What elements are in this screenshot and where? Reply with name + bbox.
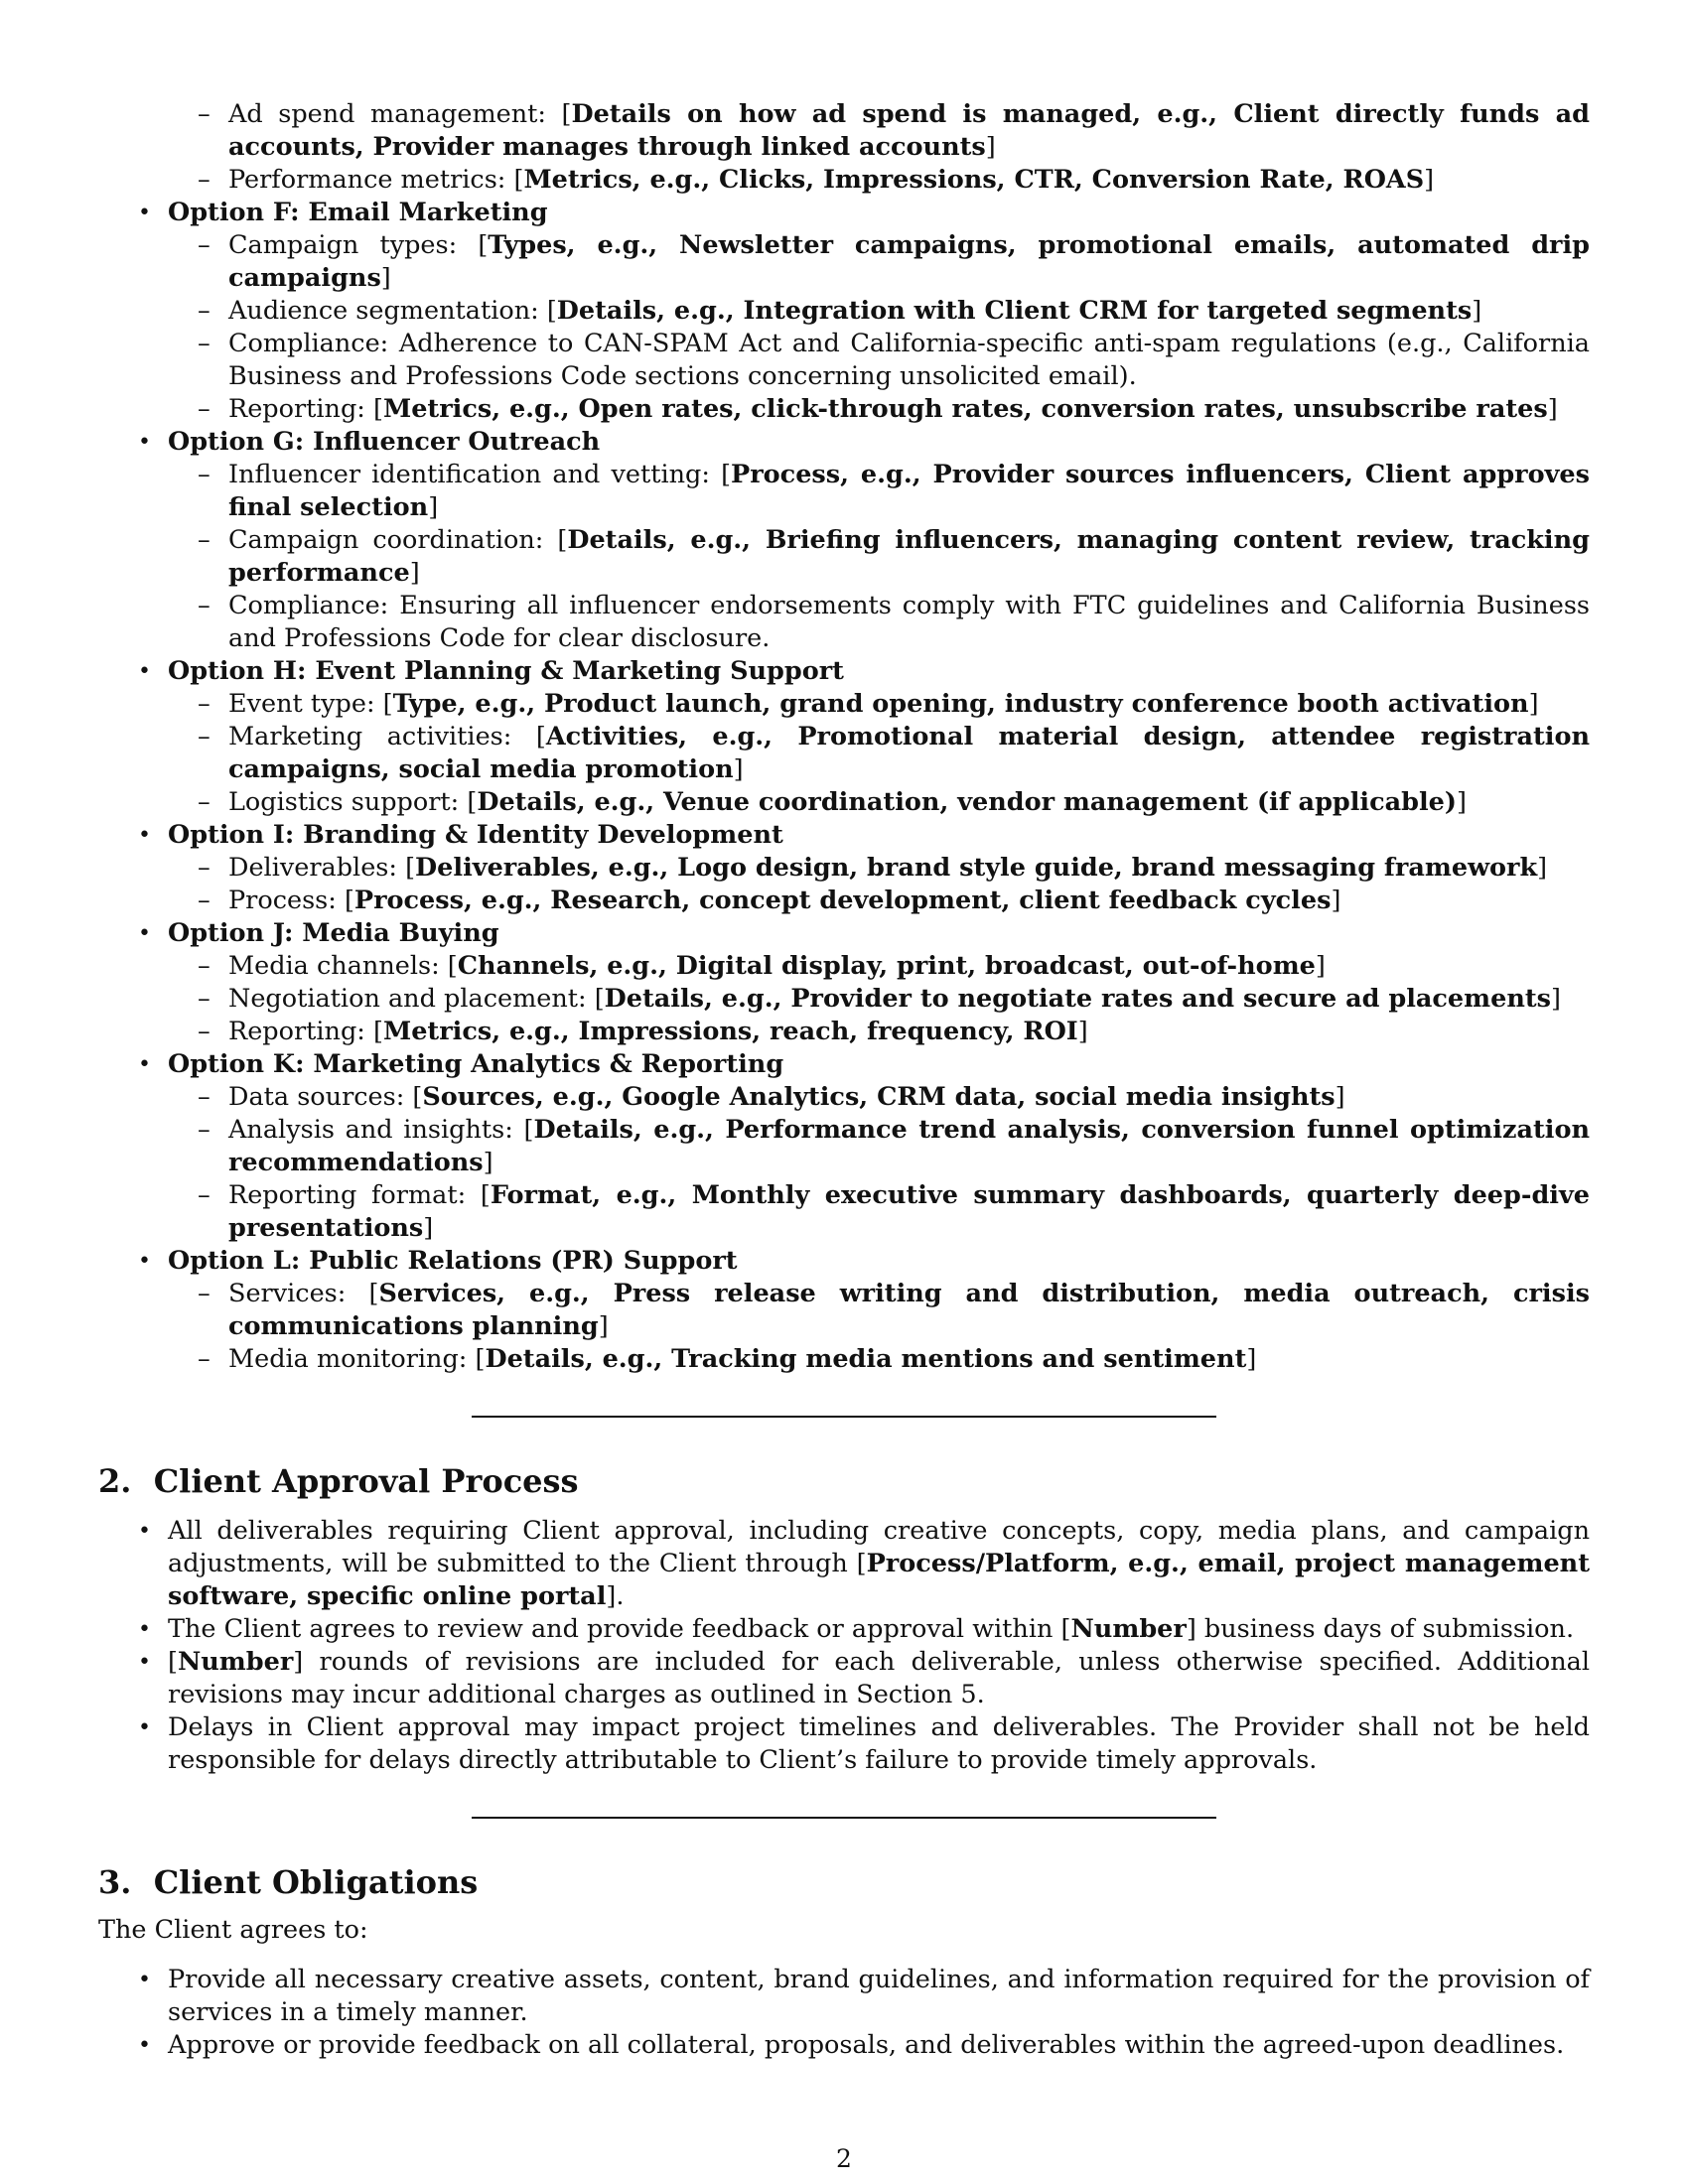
item-label: Campaign types: (228, 230, 479, 260)
option-sub-list (98, 1081, 1590, 1245)
placeholder-text: Process, e.g., Research, concept development, client feedback cycles (353, 886, 1332, 915)
placeholder-text: Deliverables, e.g., Logo design, brand style guide, brand messaging framework (415, 853, 1538, 883)
sub-list-item: – Logistics support: [Details, e.g., Venue coordination, vendor management (if applicable)] (168, 786, 1590, 819)
placeholder-text: Metrics, e.g., Clicks, Impressions, CTR, Conversion Rate, ROAS (523, 165, 1425, 195)
sub-list-item: – Campaign coordination: [Details, e.g., Briefing influencers, managing content review, tracking performance] (168, 524, 1590, 590)
placeholder-text: Details, e.g., Venue coordination, vendor management (if applicable) (477, 787, 1457, 817)
placeholder-text: Metrics, e.g., Open rates, click-through rates, conversion rates, unsubscribe rates (382, 394, 1548, 424)
placeholder-text: Sources, e.g., Google Analytics, CRM data, social media insights (422, 1082, 1336, 1112)
list-item: • [Number] rounds of revisions are included for each deliverable, unless otherwise specified. Additional revisions may incur additional charges as outlined in Section 5. (98, 1646, 1590, 1711)
sub-list-item: – Influencer identification and vetting: [Process, e.g., Provider sources influencers, Client approves final selection] (168, 459, 1590, 524)
sub-list-item: – Audience segmentation: [Details, e.g., Integration with Client CRM for targeted segments] (168, 295, 1590, 328)
item-label: Deliverables: (228, 853, 406, 883)
option-sub-list (98, 688, 1590, 819)
item-label: Logistics support: (228, 787, 468, 817)
section-3-heading: 3. Client Obligations (98, 1863, 479, 1901)
option-sub-list (98, 459, 1590, 655)
page-number: 2 (836, 2144, 852, 2173)
sub-list-item: – Marketing activities: [Activities, e.g., Promotional material design, attendee registration campaigns, social media promotion] (168, 721, 1590, 786)
placeholder-text: Process, e.g., Provider sources influencers, Client approves final selection (228, 460, 1590, 522)
option-item (98, 426, 1590, 655)
option-item (98, 1245, 1590, 1376)
placeholder-text: Details, e.g., Performance trend analysis, conversion funnel optimization recommendations (228, 1115, 1590, 1177)
placeholder-text: Activities, e.g., Promotional material design, attendee registration campaigns, social media promotion (228, 722, 1590, 784)
option-item (98, 819, 1590, 917)
sub-list-item: – Media channels: [Channels, e.g., Digital display, print, broadcast, out-of-home] (168, 950, 1590, 983)
placeholder-text: Details, e.g., Tracking media mentions and sentiment (485, 1344, 1247, 1374)
sub-list-item: – Event type: [Type, e.g., Product launch, grand opening, industry conference booth activation] (168, 688, 1590, 721)
item-label: Reporting format: (228, 1180, 481, 1210)
option-item (98, 655, 1590, 819)
item-label: Reporting: (228, 1017, 374, 1046)
placeholder-text: Types, e.g., Newsletter campaigns, promotional emails, automated drip campaigns (228, 230, 1590, 293)
item-label: Media monitoring: (228, 1344, 476, 1374)
services-options-list (98, 98, 1590, 197)
placeholder-text: Details on how ad spend is managed, e.g., Client directly funds ad accounts, Provider manages through linked accounts (228, 99, 1590, 162)
placeholder-text: Details, e.g., Briefing influencers, managing content review, tracking performance (228, 525, 1590, 588)
sub-list-item: – Negotiation and placement: [Details, e.g., Provider to negotiate rates and secure ad placements] (168, 983, 1590, 1016)
option-sub-list (98, 1278, 1590, 1376)
list-item: • The Client agrees to review and provide feedback or approval within [Number] business days of submission. (98, 1613, 1590, 1646)
list-item: • Provide all necessary creative assets, content, brand guidelines, and information required for the provision of services in a timely manner. (98, 1964, 1590, 2029)
sub-list-item (168, 328, 1590, 393)
item-label: Negotiation and placement: (228, 984, 595, 1014)
item-label: Media channels: (228, 951, 448, 981)
placeholder-text: Services, e.g., Press release writing and distribution, media outreach, crisis communications planning (228, 1279, 1590, 1341)
item-label: Performance metrics: (228, 165, 514, 195)
item-label: Influencer identification and vetting: (228, 460, 722, 489)
item-label: Audience segmentation: (228, 296, 547, 326)
item-label: Services: (228, 1279, 369, 1308)
sub-list-item: – Data sources: [Sources, e.g., Google Analytics, CRM data, social media insights] (168, 1081, 1590, 1114)
item-label: Marketing activities: (228, 722, 536, 751)
section-3-intro: The Client agrees to: (98, 1915, 368, 1945)
item-label: Process: (228, 886, 345, 915)
sub-list-item: – Ad spend management: [Details on how ad spend is managed, e.g., Client directly funds ad accounts, Provider manages through linked accounts] (168, 98, 1590, 164)
placeholder-text: Details, e.g., Provider to negotiate rates and secure ad placements (604, 984, 1552, 1014)
option-item (98, 197, 1590, 426)
section-2-list (98, 1515, 1590, 1777)
option-item (98, 917, 1590, 1048)
option-title: • Option L: Public Relations (PR) Support (168, 1246, 738, 1276)
sub-list-item: – Reporting format: [Format, e.g., Monthly executive summary dashboards, quarterly deep-dive presentations] (168, 1179, 1590, 1245)
placeholder-text: Details, e.g., Integration with Client CRM for targeted segments (556, 296, 1473, 326)
placeholder-text: Format, e.g., Monthly executive summary dashboards, quarterly deep-dive presentations (228, 1180, 1591, 1243)
option-title: • Option H: Event Planning & Marketing Support (168, 656, 844, 686)
sub-list-item (168, 590, 1590, 655)
continued-option-items (98, 98, 1590, 197)
list-item: • Approve or provide feedback on all collateral, proposals, and deliverables within the agreed-upon deadlines. (98, 2029, 1590, 2062)
option-sub-list (98, 950, 1590, 1048)
sub-list-item: – Process: [Process, e.g., Research, concept development, client feedback cycles] (168, 885, 1590, 917)
placeholder-text: Channels, e.g., Digital display, print, broadcast, out-of-home (457, 951, 1316, 981)
sub-list-item: – Media monitoring: [Details, e.g., Tracking media mentions and sentiment] (168, 1343, 1590, 1376)
sub-list-item: – Services: [Services, e.g., Press release writing and distribution, media outreach, crisis communications planning] (168, 1278, 1590, 1343)
option-title: • Option K: Marketing Analytics & Reporting (168, 1049, 784, 1079)
sub-list-item: – Campaign types: [Types, e.g., Newsletter campaigns, promotional emails, automated drip campaigns] (168, 229, 1590, 295)
option-title: • Option F: Email Marketing (168, 198, 548, 227)
option-title: • Option G: Influencer Outreach (168, 427, 601, 457)
item-label: Event type: (228, 689, 383, 719)
placeholder-text: Metrics, e.g., Impressions, reach, frequency, ROI (382, 1017, 1078, 1046)
item-label: Campaign coordination: (228, 525, 558, 555)
option-item (98, 1048, 1590, 1245)
list-item: • Delays in Client approval may impact project timelines and deliverables. The Provider shall not be held responsible for delays directly attributable to Client’s failure to provide timely approvals. (98, 1711, 1590, 1777)
option-title: • Option J: Media Buying (168, 918, 499, 948)
sub-list-item: – Deliverables: [Deliverables, e.g., Logo design, brand style guide, brand messaging framework] (168, 852, 1590, 885)
sub-list-item: – Reporting: [Metrics, e.g., Impressions, reach, frequency, ROI] (168, 1016, 1590, 1048)
sub-list-item: – Analysis and insights: [Details, e.g., Performance trend analysis, conversion funnel optimization recommendations] (168, 1114, 1590, 1179)
section-2-heading: 2. Client Approval Process (98, 1462, 579, 1500)
option-sub-list (98, 229, 1590, 426)
item-label: Analysis and insights: (228, 1115, 524, 1145)
options-list (98, 197, 1590, 1376)
option-sub-list (98, 852, 1590, 917)
list-item: • All deliverables requiring Client approval, including creative concepts, copy, media plans, and campaign adjustments, will be submitted to the Client through [Process/Platform, e.g., email, project management software, specific online portal]. (98, 1515, 1590, 1613)
item-label: Ad spend management: (228, 99, 562, 129)
continued-sub-list (168, 98, 1590, 197)
option-title: • Option I: Branding & Identity Development (168, 820, 783, 850)
sub-list-item: – Reporting: [Metrics, e.g., Open rates, click-through rates, conversion rates, unsubscribe rates] (168, 393, 1590, 426)
section-3-list (98, 1964, 1590, 2062)
item-label: Data sources: (228, 1082, 413, 1112)
placeholder-text: Type, e.g., Product launch, grand opening, industry conference booth activation (392, 689, 1529, 719)
item-label: Compliance: Ensuring all influencer endorsements comply with FTC guidelines and California Business and Professions Code for clear disclosure. (228, 591, 1590, 653)
sub-list-item: – Performance metrics: [Metrics, e.g., Clicks, Impressions, CTR, Conversion Rate, ROAS] (168, 164, 1590, 197)
item-label: Compliance: Adherence to CAN-SPAM Act and California-specific anti-spam regulations (e.g., California Business and Professions Code sections concerning unsolicited email). (228, 329, 1590, 391)
item-label: Reporting: (228, 394, 374, 424)
